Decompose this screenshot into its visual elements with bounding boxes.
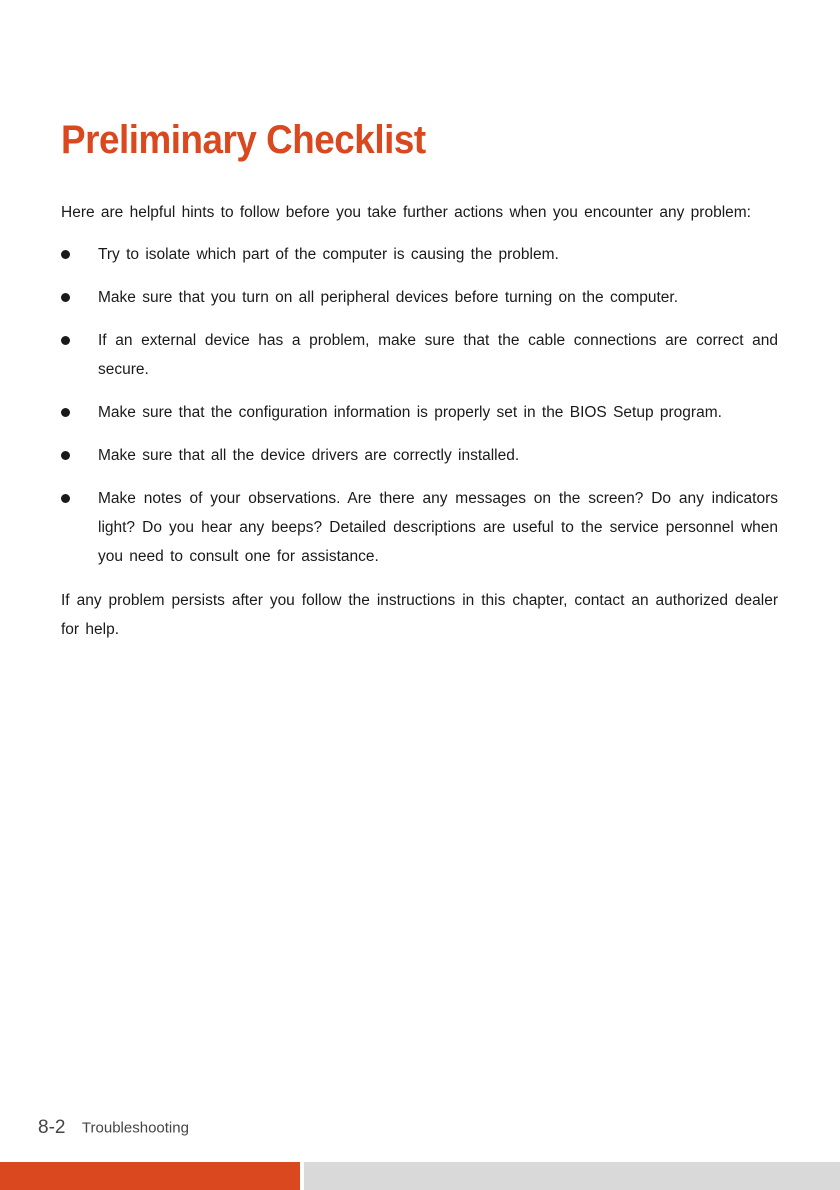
footer-accent-bar [0,1162,300,1190]
list-item [61,398,778,427]
list-item [61,326,778,384]
list-item [61,484,778,571]
bullet-icon [61,408,70,417]
bullet-icon [61,494,70,503]
section-name: Troubleshooting [81,1119,189,1137]
list-item-text: Try to isolate which part of the computer is causing the problem. [98,246,559,263]
page-content [61,198,778,644]
bullet-icon [61,451,70,460]
checklist [61,240,778,571]
page-number: 8-2 [38,1117,66,1138]
list-item [61,441,778,470]
list-item-text: If an external device has a problem, make sure that the cable connections are correct and secure. [98,332,778,378]
list-item-text: Make sure that you turn on all peripheral devices before turning on the computer. [98,289,679,306]
closing-paragraph: If any problem persists after you follow the instructions in this chapter, contact an authorized dealer for help. [61,592,778,638]
intro-paragraph: Here are helpful hints to follow before you take further actions when you encounter any problem: [61,204,751,221]
footer-gray-bar [304,1162,840,1190]
bullet-icon [61,336,70,345]
list-item [61,240,778,269]
page-footer [38,1117,189,1139]
bullet-icon [61,293,70,302]
list-item-text: Make sure that all the device drivers are correctly installed. [98,447,520,464]
bullet-icon [61,250,70,259]
page-title: Preliminary Checklist [61,118,426,162]
list-item [61,283,778,312]
list-item-text: Make sure that the configuration information is properly set in the BIOS Setup program. [98,404,722,421]
list-item-text: Make notes of your observations. Are there any messages on the screen? Do any indicators light? Do you hear any beeps? Detailed descriptions are useful to the service personnel when you need to consult one for assistance. [98,490,778,565]
